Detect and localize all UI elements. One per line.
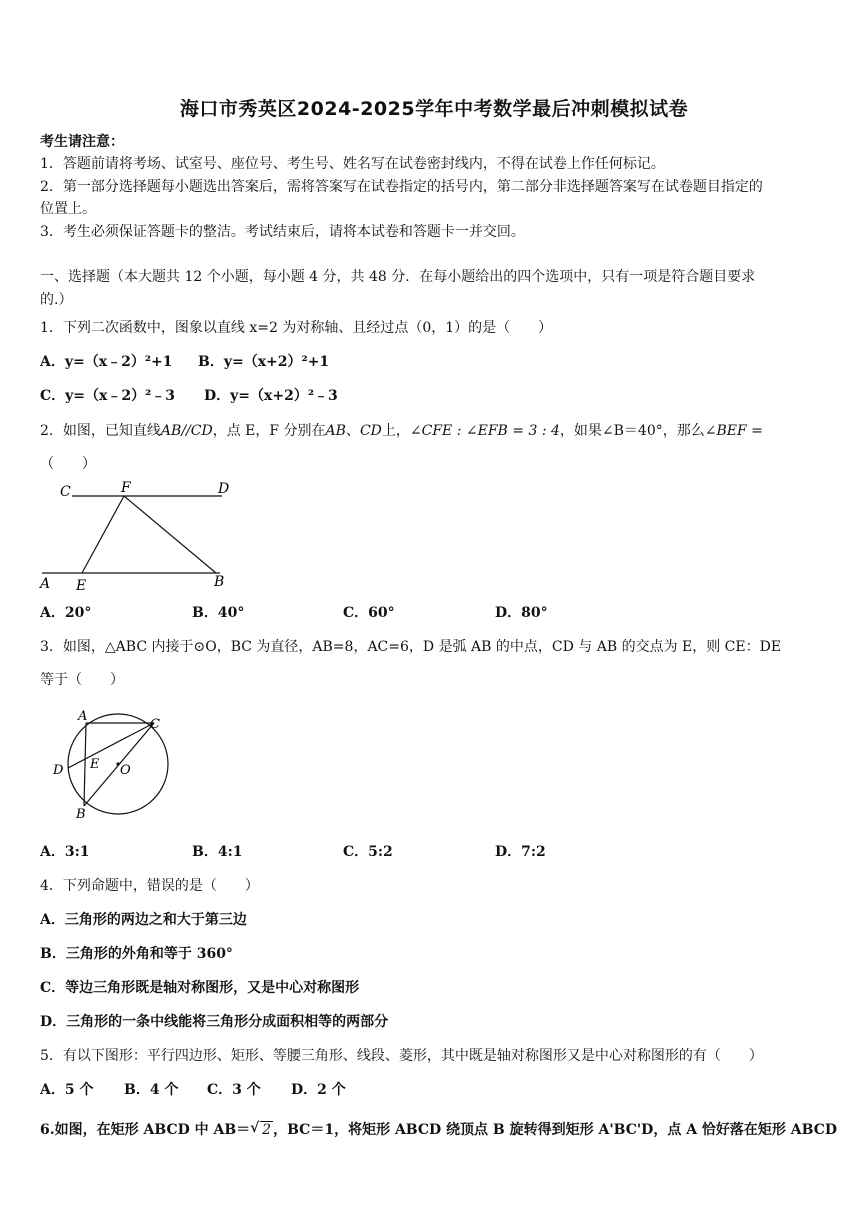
q3-option-a: A．3:1 <box>40 844 90 860</box>
q6-sqrt <box>250 1120 273 1140</box>
q5-stem: 5．有以下图形：平行四边形、矩形、等腰三角形、线段、菱形，其中既是轴对称图形又是中心对称图形的有（ ） <box>40 1048 763 1064</box>
q3-label-o: O <box>120 763 131 778</box>
q2-segment-fb <box>124 496 216 573</box>
q2-label-f: F <box>121 480 131 496</box>
q2-bef: ∠BEF = <box>704 423 763 439</box>
q3-option-b: B．4:1 <box>192 844 243 860</box>
q1-option-c: C．y=（x﹣2）²﹣3 <box>40 388 175 404</box>
q4-option-c: C．等边三角形既是轴对称图形，又是中心对称图形 <box>40 980 360 996</box>
notice-item-2-cont: 位置上。 <box>40 201 96 217</box>
q2-sep: 、 <box>345 423 360 439</box>
q2-ab: AB <box>325 423 346 439</box>
q6-stem-a: 6.如图，在矩形 ABCD 中 AB＝ <box>40 1122 251 1138</box>
q1-stem: 1．下列二次函数中，图象以直线 x=2 为对称轴、且经过点（0，1）的是（ ） <box>40 320 553 336</box>
q4-stem: 4．下列命题中，错误的是（ ） <box>40 878 259 894</box>
q2-ratio: ∠CFE : ∠EFB = 3 : 4 <box>409 423 560 439</box>
q6-stem <box>40 1120 838 1140</box>
q3-stem: 3．如图，△ABC 内接于⊙O，BC 为直径，AB=8，AC=6，D 是弧 AB 的中点，CD 与 AB 的交点为 E，则 CE：DE <box>40 639 782 655</box>
notice-item-1: 1．答题前请将考场、试室号、座位号、考生号、姓名写在试卷密封线内，不得在试卷上作任何标记。 <box>40 156 665 172</box>
q6-stem-b: ，BC＝1，将矩形 ABCD 绕顶点 B 旋转得到矩形 A'BC'D，点 A 恰好落在矩形 ABCD <box>273 1122 838 1138</box>
q3-label-a: A <box>78 709 88 724</box>
q2-option-b: B．40° <box>192 605 245 621</box>
q4-option-a: A．三角形的两边之和大于第三边 <box>40 912 247 928</box>
q2-ab-parallel-cd: AB//CD <box>160 423 213 439</box>
q5-option-b: B．4 个 <box>124 1082 179 1098</box>
q2-label-a: A <box>40 576 51 592</box>
q6-sqrt-symbol: √ <box>250 1120 260 1136</box>
q2-option-c: C．60° <box>343 605 395 621</box>
q1-option-a: A．y=（x﹣2）²+1 <box>40 354 173 370</box>
q3-option-d: D．7:2 <box>495 844 546 860</box>
notice-item-3: 3．考生必须保证答题卡的整洁。考试结束后，请将本试卷和答题卡一并交回。 <box>40 224 525 240</box>
q5-option-c: C．3 个 <box>207 1082 261 1098</box>
q5-option-a: A．5 个 <box>40 1082 94 1098</box>
q2-cd: CD <box>359 423 382 439</box>
q2-stem-a: 2．如图，已知直线 <box>40 423 161 439</box>
q1-options-row2 <box>40 386 838 406</box>
q4-option-b: B．三角形的外角和等于 360° <box>40 946 233 962</box>
q3-segment-ab <box>84 723 86 806</box>
q1-options-row1 <box>40 352 838 372</box>
q2-stem-c: 上， <box>381 423 410 439</box>
q3-label-c: C <box>150 717 160 732</box>
notice-item-2: 2．第一部分选择题每小题选出答案后，需将答案写在试卷指定的括号内，第二部分非选择题答案写在试卷题目指定的 <box>40 179 763 195</box>
section1-line1: 一、选择题（本大题共 12 个小题，每小题 4 分，共 48 分．在每小题给出的四个选项中，只有一项是符合题目要求 <box>40 269 756 285</box>
q3-stem2: 等于（ ） <box>40 672 124 688</box>
q5-options <box>40 1080 838 1100</box>
q2-stem <box>40 421 838 441</box>
q2-stem-d: ，如果∠B＝40°，那么 <box>559 423 705 439</box>
q3-label-e: E <box>90 757 100 772</box>
notice-heading: 考生请注意： <box>40 134 124 150</box>
page-title: 海口市秀英区2024-2025学年中考数学最后冲刺模拟试卷 <box>179 98 689 120</box>
q2-stem-b: ，点 E，F 分别在 <box>212 423 326 439</box>
q4-option-d: D．三角形的一条中线能将三角形分成面积相等的两部分 <box>40 1014 389 1030</box>
q5-option-d: D．2 个 <box>291 1082 346 1098</box>
q2-paren: （ ） <box>40 456 96 472</box>
q2-option-d: D．80° <box>495 605 548 621</box>
q2-segment-fe <box>82 496 124 573</box>
q1-option-d: D．y=（x+2）²﹣3 <box>204 388 338 404</box>
q6-sqrt-value: 2 <box>262 1122 272 1138</box>
q3-option-c: C．5:2 <box>343 844 393 860</box>
q2-label-c: C <box>60 484 71 500</box>
q2-options <box>40 603 838 623</box>
q2-figure <box>36 476 236 594</box>
q3-label-b: B <box>76 807 86 822</box>
q2-option-a: A．20° <box>40 605 92 621</box>
q3-label-d: D <box>53 763 64 778</box>
q3-options <box>40 842 838 862</box>
q2-label-b: B <box>214 574 225 590</box>
q3-figure <box>46 706 176 824</box>
q2-label-e: E <box>76 578 87 594</box>
q1-option-b: B．y=（x+2）²+1 <box>198 354 330 370</box>
q2-label-d: D <box>218 481 230 497</box>
section1-line2: 的.） <box>40 292 73 308</box>
